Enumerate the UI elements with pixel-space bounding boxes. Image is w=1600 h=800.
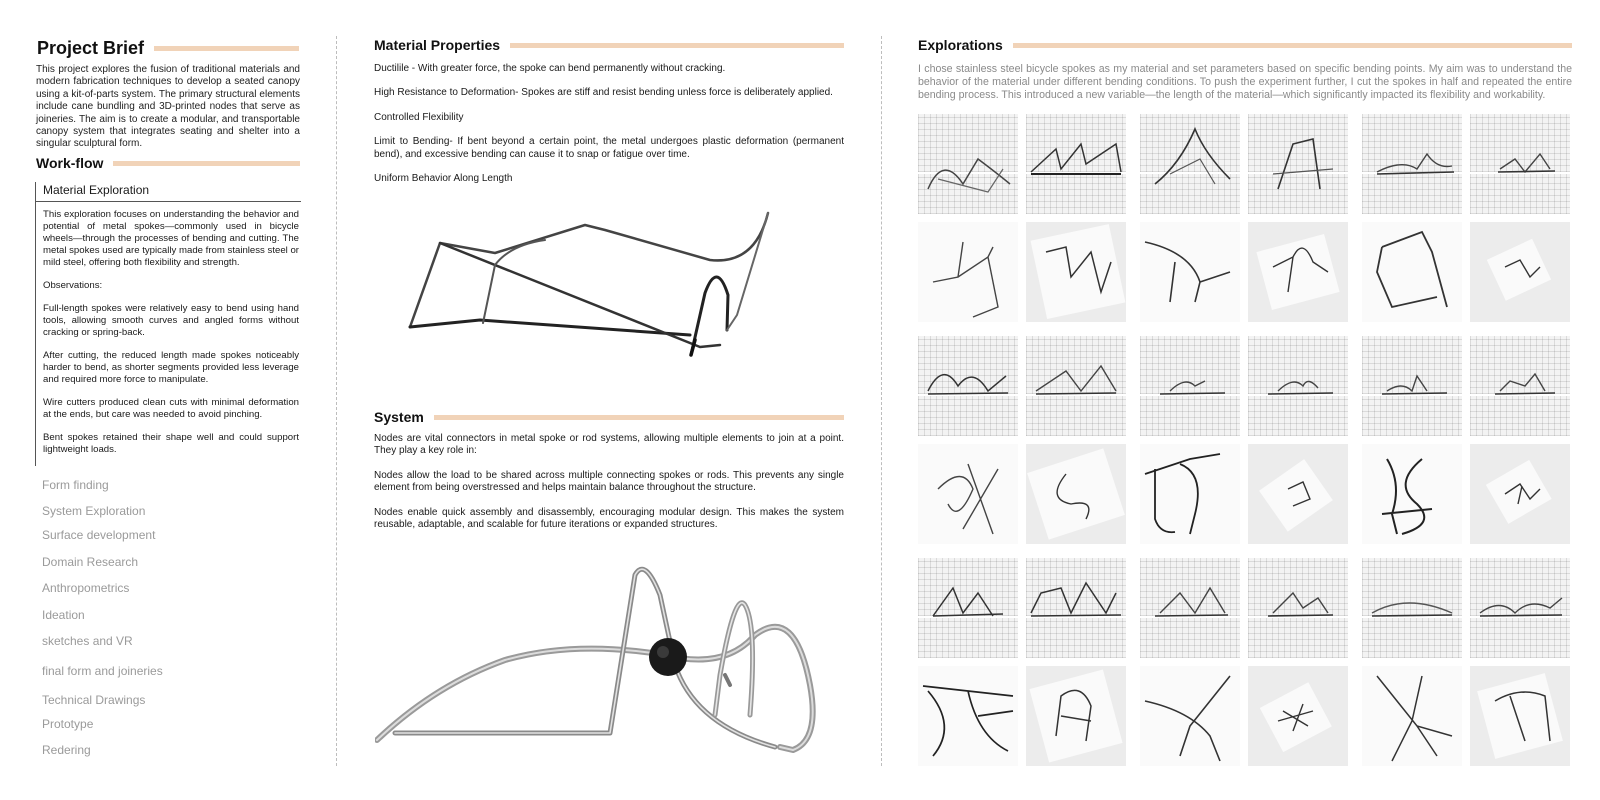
observation-item: After cutting, the reduced length made spokes noticeably harder to bend, as shorter segments provided less leverage and required more force to manipulate. <box>43 350 299 385</box>
exploration-thumbnail[interactable] <box>1362 666 1462 766</box>
explorations-heading <box>918 37 1572 53</box>
workflow-step-prototype[interactable]: Prototype <box>42 717 94 731</box>
exploration-thumbnail[interactable] <box>918 336 1018 436</box>
exploration-thumbnail[interactable] <box>1248 114 1348 214</box>
system-paragraph: Nodes are vital connectors in metal spoke or rod systems, allowing multiple elements to join at a point. They play a key role in: <box>374 433 844 457</box>
node-spoke-photo <box>375 565 845 775</box>
workflow-step-surface-development[interactable]: Surface development <box>42 528 156 542</box>
workflow-heading <box>36 155 300 171</box>
observation-item: Full-length spokes were relatively easy to bend using hand tools, allowing smooth curves and angled forms without cracking or spring-back. <box>43 303 299 338</box>
exploration-thumbnail[interactable] <box>1362 336 1462 436</box>
exploration-thumbnail[interactable] <box>1470 114 1570 214</box>
exploration-thumbnail[interactable] <box>1248 666 1348 766</box>
exploration-thumbnail[interactable] <box>1470 222 1570 322</box>
exploration-thumbnail[interactable] <box>1140 336 1240 436</box>
heading-rule <box>510 43 844 48</box>
exploration-thumbnail[interactable] <box>1026 444 1126 544</box>
exploration-thumbnail[interactable] <box>1470 666 1570 766</box>
workflow-step-technical-drawings[interactable]: Technical Drawings <box>42 693 146 707</box>
workflow-step-system-exploration[interactable]: System Exploration <box>42 504 146 518</box>
bent-spoke-photo <box>395 205 805 375</box>
exploration-thumbnail[interactable] <box>1470 558 1570 658</box>
material-properties-list <box>374 63 844 197</box>
exploration-thumbnail[interactable] <box>1470 444 1570 544</box>
exploration-thumbnail[interactable] <box>918 222 1018 322</box>
material-heading <box>374 37 844 53</box>
system-text <box>374 433 844 543</box>
exploration-thumbnail[interactable] <box>1470 336 1570 436</box>
workflow-step-domain-research[interactable]: Domain Research <box>42 555 139 569</box>
exploration-thumbnail[interactable] <box>1248 444 1348 544</box>
observations-label: Observations: <box>43 280 103 291</box>
exploration-thumbnail[interactable] <box>1140 222 1240 322</box>
workflow-step-final-form[interactable]: final form and joineries <box>42 664 163 678</box>
workflow-step-ideation[interactable]: Ideation <box>42 608 85 622</box>
heading-rule <box>154 46 299 51</box>
observation-item: Bent spokes retained their shape well and could support lightweight loads. <box>43 432 299 455</box>
brief-text: This project explores the fusion of traditional materials and modern fabrication techniques to develop a seated canopy using a kit-of-parts system. The primary structural elements include cane bundling and 3D-printed nodes that serve as joineries. The aim is to create a modular, and transportable canopy system that integrates seating and shelter into a singular sculptural form. <box>36 64 300 150</box>
material-title: Material Properties <box>374 37 501 53</box>
brief-heading <box>37 38 299 59</box>
workflow-step-form-finding[interactable]: Form finding <box>42 478 109 492</box>
explorations-title: Explorations <box>918 37 1003 53</box>
system-heading <box>374 409 844 425</box>
column-divider <box>336 36 337 766</box>
workflow-step-rendering[interactable]: Redering <box>42 743 91 757</box>
brief-title: Project Brief <box>37 38 145 58</box>
column-divider <box>881 36 882 766</box>
system-title: System <box>374 409 424 425</box>
exploration-thumbnail[interactable] <box>1248 222 1348 322</box>
exploration-thumbnail[interactable] <box>1140 666 1240 766</box>
exploration-thumbnail[interactable] <box>918 444 1018 544</box>
exploration-thumbnail[interactable] <box>1140 558 1240 658</box>
exploration-thumbnail[interactable] <box>1362 114 1462 214</box>
exploration-thumbnail[interactable] <box>1248 336 1348 436</box>
exploration-thumbnail[interactable] <box>1026 114 1126 214</box>
property-item: Uniform Behavior Along Length <box>374 173 513 185</box>
workflow-step-sketches-vr[interactable]: sketches and VR <box>42 634 133 648</box>
workflow-step-material-exploration[interactable]: Material Exploration <box>36 182 301 202</box>
exploration-thumbnail[interactable] <box>1026 336 1126 436</box>
exploration-thumbnail[interactable] <box>918 666 1018 766</box>
exploration-thumbnail[interactable] <box>1026 558 1126 658</box>
heading-rule <box>1013 43 1572 48</box>
exploration-thumbnail[interactable] <box>918 558 1018 658</box>
workflow-title: Work-flow <box>36 155 104 171</box>
workflow-active-step <box>35 182 300 466</box>
system-paragraph: Nodes allow the load to be shared across multiple connecting spokes or rods. This prevents any single element from being overstressed and helps maintain balance throughout the structure. <box>374 469 844 494</box>
workflow-step-anthropometrics[interactable]: Anthropometrics <box>42 581 130 595</box>
system-paragraph: Nodes enable quick assembly and disassembly, encouraging modular design. This makes the system reusable, adaptable, and scalable for future iterations or expanded structures. <box>374 506 844 531</box>
exploration-thumbnail[interactable] <box>1248 558 1348 658</box>
heading-rule <box>434 415 844 420</box>
exploration-thumbnail[interactable] <box>1026 666 1126 766</box>
property-item: Controlled Flexibility <box>374 111 464 123</box>
observation-item: Wire cutters produced clean cuts with minimal deformation at the ends, but care was needed to avoid pinching. <box>43 397 299 420</box>
property-item: Ductilile - With greater force, the spoke can bend permanently without cracking. <box>374 63 726 74</box>
explorations-text: I chose stainless steel bicycle spokes as my material and set parameters based on specific bending points. My aim was to understand the behavior of the material under different bending conditions. To push the experiment further, I cut the spokes in half and repeated the entire bending process. This introduced a new variable—the length of the material—which significantly impacted its flexibility and workability. <box>918 63 1572 102</box>
exploration-thumbnail[interactable] <box>1362 444 1462 544</box>
workflow-step-body <box>43 209 299 467</box>
exploration-thumbnail[interactable] <box>1140 444 1240 544</box>
exploration-thumbnail[interactable] <box>1362 222 1462 322</box>
exploration-thumbnail[interactable] <box>1026 222 1126 322</box>
exploration-thumbnail[interactable] <box>918 114 1018 214</box>
exploration-thumbnail[interactable] <box>1362 558 1462 658</box>
explorations-grid <box>918 114 1572 766</box>
workflow-intro: This exploration focuses on understanding the behavior and potential of metal spokes—commonly used in bicycle wheels—through the processes of bending and cutting. The metal spokes used are typically made from stainless steel or mild steel, offering both flexibility and strength. <box>43 209 299 268</box>
heading-rule <box>113 161 300 166</box>
property-item: Limit to Bending- If bent beyond a certain point, the metal undergoes plastic deformation (permanent bend), and excessive bending can cause it to snap or fatigue over time. <box>374 136 844 160</box>
property-item: High Resistance to Deformation- Spokes are stiff and resist bending unless force is deliberately applied. <box>374 87 833 99</box>
exploration-thumbnail[interactable] <box>1140 114 1240 214</box>
